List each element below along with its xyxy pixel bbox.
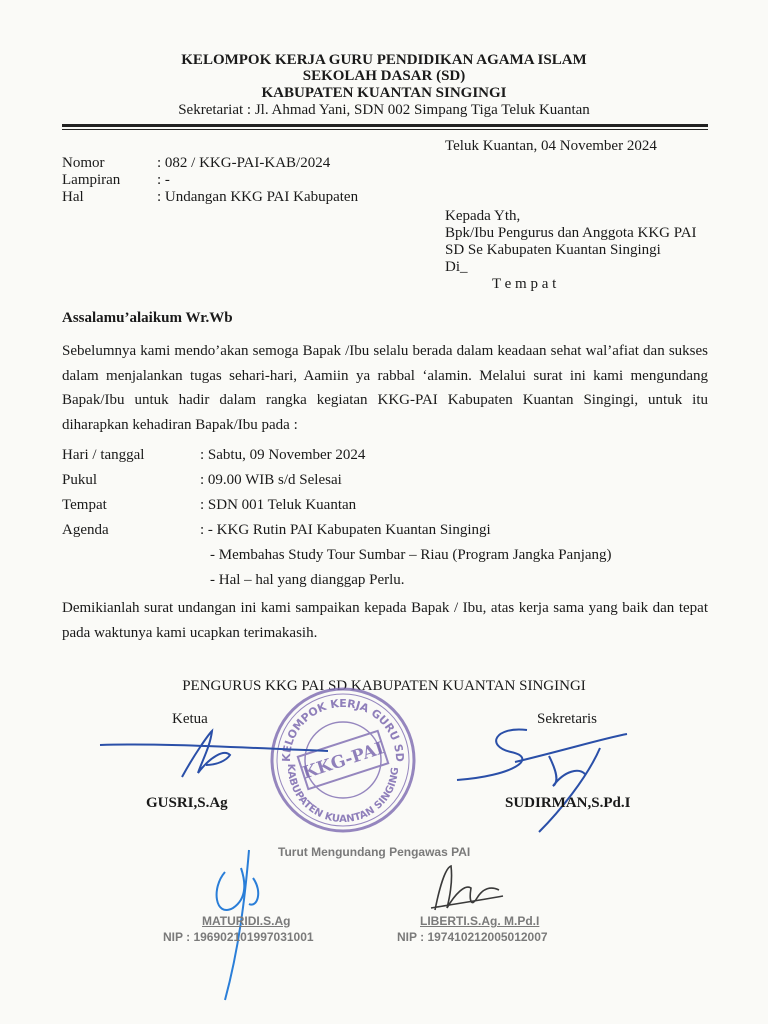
letterhead-line-3: KABUPATEN KUANTAN SINGINGI xyxy=(261,85,507,101)
org-signature-title: PENGURUS KKG PAI SD KABUPATEN KUANTAN SINGINGI xyxy=(182,678,586,694)
pukul-value: : 09.00 WIB s/d Selesai xyxy=(200,472,342,488)
supervisor-2-nip: NIP : 197410212005012007 xyxy=(397,930,548,944)
ketua-title: Ketua xyxy=(172,711,208,727)
hal-value: : Undangan KKG PAI Kabupaten xyxy=(157,189,359,205)
tempat-value: : SDN 001 Teluk Kuantan xyxy=(200,497,357,513)
agenda-label: Agenda xyxy=(62,522,109,538)
sekretaris-name: SUDIRMAN,S.Pd.I xyxy=(505,795,631,811)
hari-label: Hari / tanggal xyxy=(62,447,145,463)
recipient-line-1: Kepada Yth, xyxy=(445,208,521,224)
lampiran-label: Lampiran xyxy=(62,172,121,188)
greeting: Assalamu’alaikum Wr.Wb xyxy=(62,310,233,326)
stamp-center-text: KKG-PAI xyxy=(300,738,387,784)
tempat-label: Tempat xyxy=(62,497,107,513)
letterhead-line-1: KELOMPOK KERJA GURU PENDIDIKAN AGAMA ISLAM xyxy=(181,52,587,68)
recipient-line-3: SD Se Kabupaten Kuantan Singingi xyxy=(445,242,661,258)
agenda-item: - Hal – hal yang dianggap Perlu. xyxy=(210,572,405,588)
letterhead-rule-thick xyxy=(62,124,708,127)
supervisor-1-nip: NIP : 196902101997031001 xyxy=(163,930,314,944)
lampiran-value: : - xyxy=(157,172,170,188)
agenda-item: - Membahas Study Tour Sumbar – Riau (Program Jangka Panjang) xyxy=(210,547,612,563)
supervisor-heading: Turut Mengundang Pengawas PAI xyxy=(278,845,471,859)
stamp-top-text: KELOMPOK KERJA GURU SD xyxy=(279,696,407,763)
recipient-line-2: Bpk/Ibu Pengurus dan Anggota KKG PAI xyxy=(445,225,697,241)
agenda-item: : - KKG Rutin PAI Kabupaten Kuantan Singingi xyxy=(200,522,491,538)
supervisor-2-name: LIBERTI.S.Ag. M.Pd.I xyxy=(420,914,540,928)
nomor-label: Nomor xyxy=(62,155,105,171)
body-paragraph: Sebelumnya kami mendo’akan semoga Bapak /Ibu selalu berada dalam keadaan sehat wal’afiat dan sukses dalam menjalankan tugas sehari-hari, Aamiin ya rabbal ‘alamin. Melalui surat ini kami mengundang Bapak/Ibu untuk hadir dalam rangka kegiatan KKG-PAI Kabupaten Kuantan Singingi, untuk itu diharapkan kehadiran Bapak/Ibu pada : xyxy=(62,343,708,433)
letterhead-address: Sekretariat : Jl. Ahmad Yani, SDN 002 Simpang Tiga Teluk Kuantan xyxy=(178,102,590,118)
supervisor-1-name: MATURIDI.S.Ag xyxy=(202,914,291,928)
hal-label: Hal xyxy=(62,189,84,205)
letterhead-line-2: SEKOLAH DASAR (SD) xyxy=(302,68,466,84)
closing-paragraph: Demikianlah surat undangan ini kami sampaikan kepada Bapak / Ibu, atas kerja sama yang baik dan tepat pada waktunya kami ucapkan terimakasih. xyxy=(62,600,708,641)
recipient-line-4: Di_ xyxy=(445,259,468,275)
supervisor-2-signature xyxy=(425,860,505,920)
ketua-name: GUSRI,S.Ag xyxy=(146,795,228,811)
sekretaris-title: Sekretaris xyxy=(537,711,597,727)
recipient-line-5: T e m p a t xyxy=(492,276,557,292)
nomor-value: : 082 / KKG-PAI-KAB/2024 xyxy=(157,155,331,171)
stamp-bottom-text: KABUPATEN KUANTAN SINGING xyxy=(284,763,402,825)
sekretaris-signature xyxy=(455,720,630,835)
ketua-signature xyxy=(98,725,338,785)
pukul-label: Pukul xyxy=(62,472,98,488)
place-date: Teluk Kuantan, 04 November 2024 xyxy=(445,138,657,154)
letterhead-rule-thin xyxy=(62,129,708,130)
hari-value: : Sabtu, 09 November 2024 xyxy=(200,447,366,463)
